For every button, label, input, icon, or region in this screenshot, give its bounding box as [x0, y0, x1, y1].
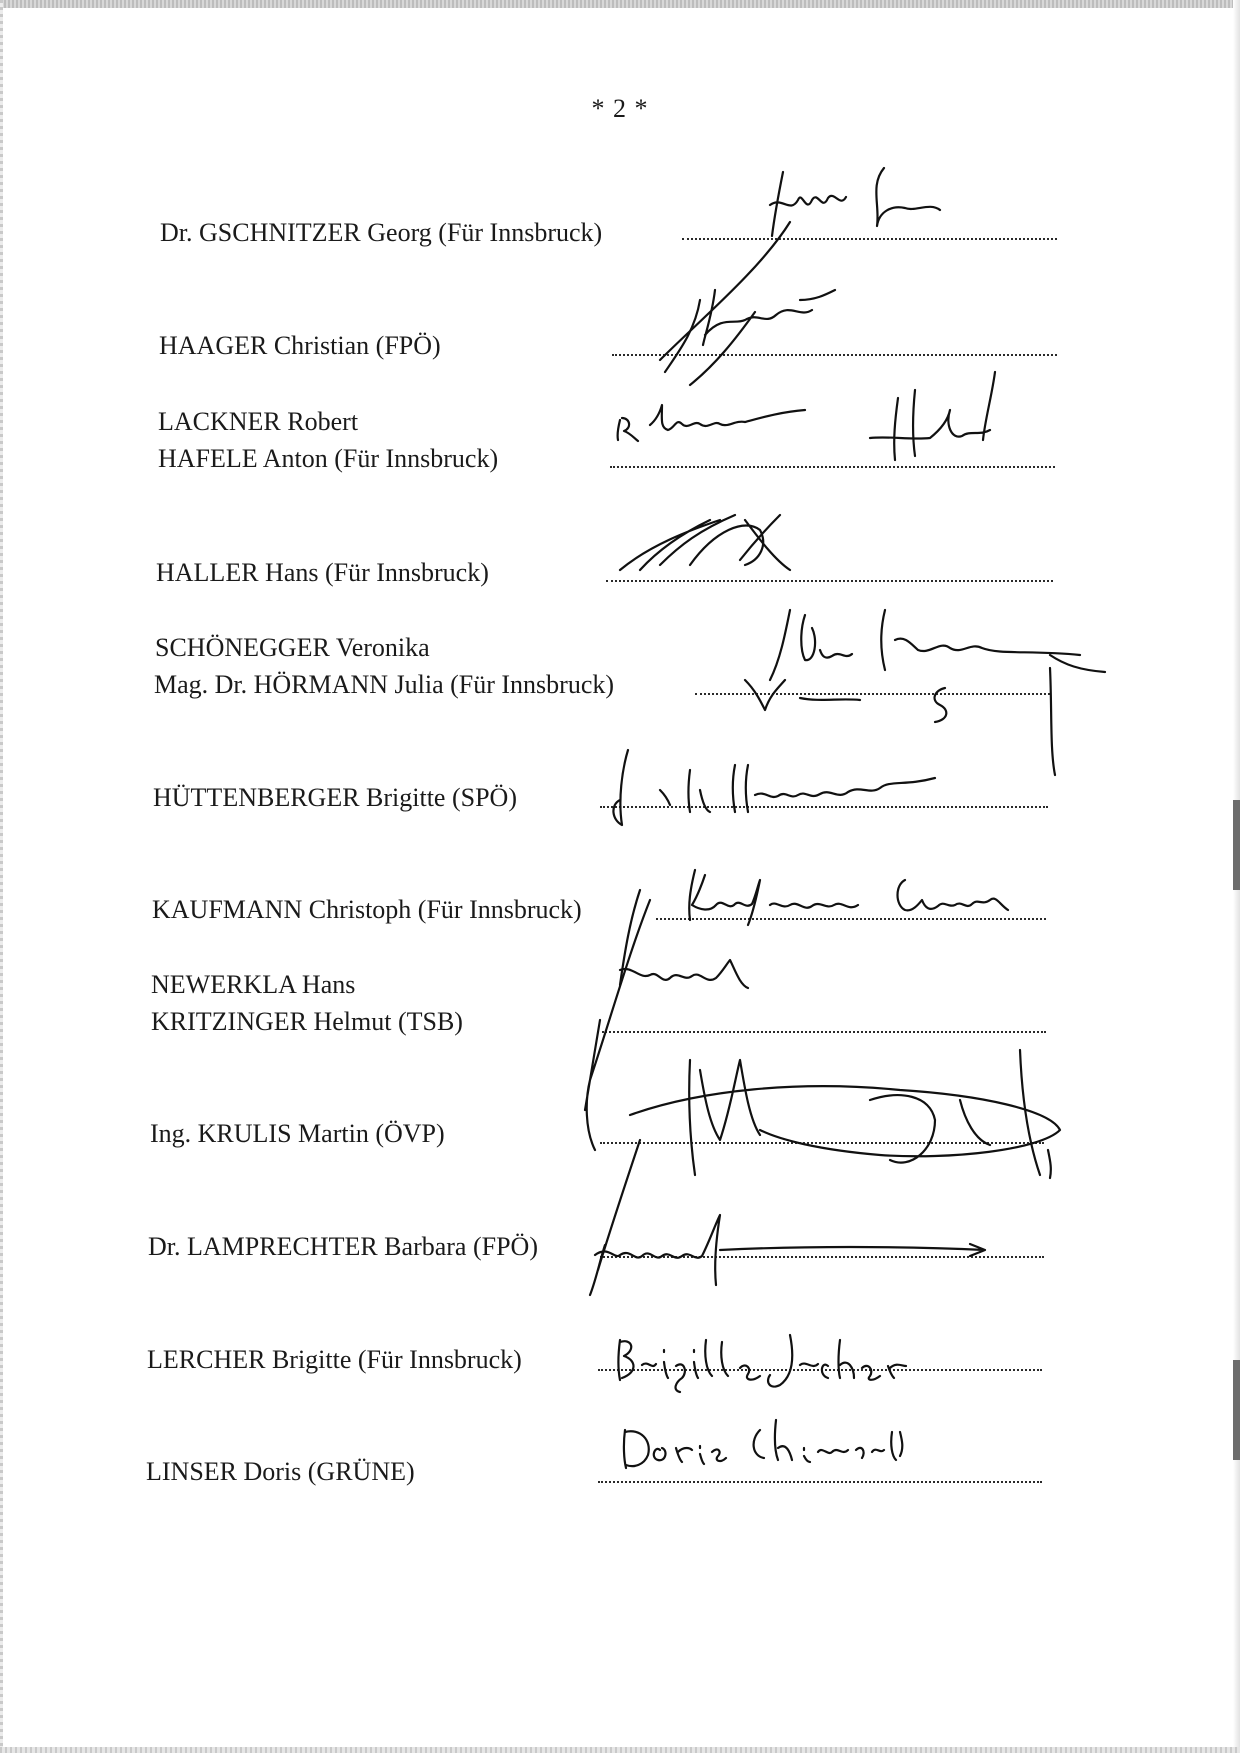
signature-lackner [618, 405, 805, 441]
signature-line [598, 1481, 1042, 1483]
signature-krulis [630, 1050, 1060, 1178]
signature-lercher [619, 1335, 907, 1392]
signature-haager [665, 290, 835, 385]
scan-border-left [0, 0, 3, 1753]
entry-name: KRITZINGER Helmut (TSB) [151, 1007, 463, 1036]
signature-huettenberger [613, 750, 935, 825]
entry-name: HAFELE Anton (Für Innsbruck) [158, 444, 499, 473]
signature-line [656, 918, 1046, 920]
entry-name: HÜTTENBERGER Brigitte (SPÖ) [153, 783, 517, 812]
scan-border-top [0, 0, 1240, 8]
signature-lamprechter [590, 1140, 985, 1295]
scan-edge-shadow [1233, 1360, 1240, 1460]
entry-name: LACKNER Robert [158, 407, 359, 436]
signature-newerkla [620, 890, 748, 988]
entry-name: HALLER Hans (Für Innsbruck) [156, 558, 489, 587]
entry-name: Mag. Dr. HÖRMANN Julia (Für Innsbruck) [154, 670, 615, 699]
scan-edge-shadow [1233, 800, 1240, 890]
entry-name: KAUFMANN Christoph (Für Innsbruck) [152, 895, 582, 924]
signature-line [598, 1369, 1042, 1371]
signature-line [602, 1031, 1046, 1033]
scan-border-bottom [0, 1747, 1240, 1753]
entry-name: NEWERKLA Hans [151, 970, 356, 999]
entry-name: LINSER Doris (GRÜNE) [146, 1457, 415, 1486]
entry-name: Ing. KRULIS Martin (ÖVP) [150, 1119, 445, 1148]
signature-line [600, 806, 1048, 808]
signature-kritzinger [585, 900, 650, 1150]
signature-line [610, 466, 1055, 468]
entry-name: Dr. LAMPRECHTER Barbara (FPÖ) [148, 1232, 538, 1261]
entry-name: HAAGER Christian (FPÖ) [159, 331, 441, 360]
signature-linser [624, 1420, 902, 1468]
entry-name: SCHÖNEGGER Veronika [155, 633, 430, 662]
entry-name: Dr. GSCHNITZER Georg (Für Innsbruck) [160, 218, 603, 247]
page-number: * 2 * [591, 94, 649, 123]
signature-line [600, 1256, 1044, 1258]
signature-kaufmann [689, 870, 1008, 925]
signature-line [695, 693, 1050, 695]
entry-name: LERCHER Brigitte (Für Innsbruck) [147, 1345, 522, 1374]
signature-line [600, 1142, 1044, 1144]
signature-gschnitzer [660, 168, 940, 360]
signature-line [606, 580, 1053, 582]
signature-schoenegger [745, 680, 946, 722]
signature-hafele [870, 372, 995, 460]
signature-line [682, 238, 1057, 240]
signature-line [612, 354, 1057, 356]
signature-haller [620, 515, 790, 570]
